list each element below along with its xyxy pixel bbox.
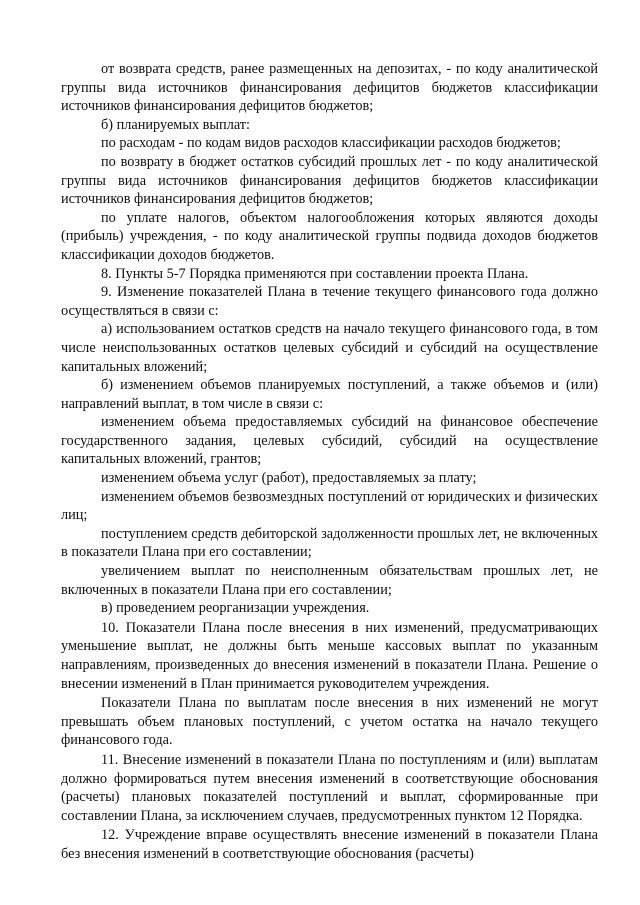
paragraph: в) проведением реорганизации учреждения.: [101, 600, 370, 617]
paragraph: изменением объема услуг (работ), предоставляемых за плату;: [101, 470, 477, 487]
paragraph: изменением объемов безвозмездных поступлений от юридических и физических лиц;: [61, 488, 598, 524]
paragraph: по уплате налогов, объектом налогообложения которых являются доходы (прибыль) учреждения, - по коду аналитической группы подвида доходов бюджетов классификации доходов бюджетов.: [61, 209, 598, 263]
paragraph: 12. Учреждение вправе осуществлять внесение изменений в показатели Плана без внесения изменений в соответствующие обоснования (расчеты): [61, 827, 598, 862]
paragraph: 8. Пункты 5-7 Порядка применяются при составлении проекта Плана.: [101, 265, 529, 282]
document-body: [61, 60, 598, 864]
paragraph: б) планируемых выплат:: [101, 116, 251, 133]
paragraph: изменением объема предоставляемых субсидий на финансовое обеспечение государственного задания, целевых субсидий, субсидий на осуществление капитальных вложений, грантов;: [61, 414, 598, 468]
paragraph: 9. Изменение показателей Плана в течение текущего финансового года должно осуществляться в связи с:: [61, 284, 598, 319]
paragraph: 10. Показатели Плана после внесения в них изменений, предусматривающих уменьшение выплат, не должны быть меньше кассовых выплат по указанным направлениям, произведенных до внесения изменений в показатели Плана. Решение о внесении изменений в План принимается руководителем учреждения.: [61, 619, 598, 692]
paragraph: б) изменением объемов планируемых поступлений, а также объемов и (или) направлений выплат, в том числе в связи с:: [61, 377, 598, 412]
paragraph: по расходам - по кодам видов расходов классификации расходов бюджетов;: [101, 135, 561, 152]
paragraph: а) использованием остатков средств на начало текущего финансового года, в том числе неиспользованных остатков целевых субсидий и субсидий на осуществление капитальных вложений;: [61, 321, 598, 375]
paragraph: увеличением выплат по неисполненным обязательствам прошлых лет, не включенных в показатели Плана при его составлении;: [61, 563, 598, 598]
paragraph: 11. Внесение изменений в показатели Плана по поступлениям и (или) выплатам должно формироваться путем внесения изменений в соответствующие обоснования (расчеты) плановых показателей поступлений и выплат, сформированные при составлении Плана, за исключением случаев, предусмотренных пунктом 12 Порядка.: [61, 751, 598, 824]
paragraph: по возврату в бюджет остатков субсидий прошлых лет - по коду аналитической группы вида источников финансирования дефицитов бюджетов классификации источников финансирования дефицитов бюджетов;: [61, 153, 598, 208]
paragraph: поступлением средств дебиторской задолженности прошлых лет, не включенных в показатели Плана при его составлении;: [61, 525, 598, 561]
paragraph: от возврата средств, ранее размещенных на депозитах, - по коду аналитической группы вида источников финансирования дефицитов бюджетов классификации источников финансирования дефицитов бюджетов;: [61, 61, 598, 115]
paragraph: Показатели Плана по выплатам после внесения в них изменений не могут превышать объем плановых поступлений, с учетом остатка на начало текущего финансового года.: [61, 695, 598, 749]
